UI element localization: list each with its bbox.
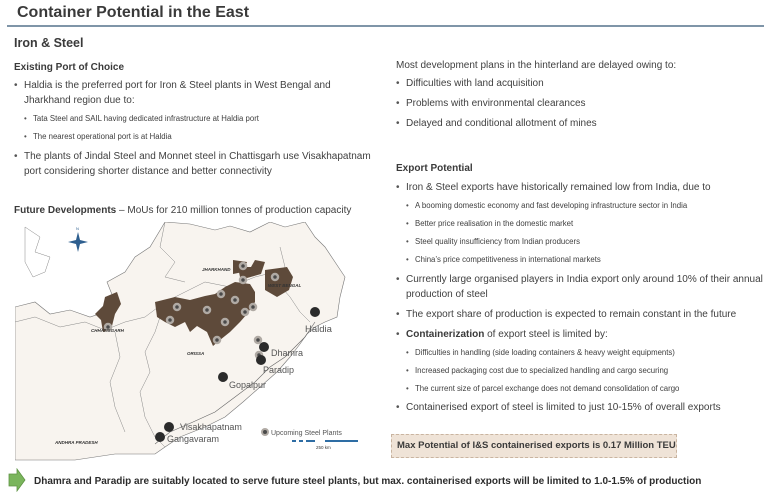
east-india-map	[15, 222, 385, 462]
scale-label: 250 km	[316, 445, 331, 450]
export-bullet-constant-share: • The export share of production is expected to remain constant in the future	[396, 307, 768, 322]
delay-item: • Delayed and conditional allotment of mines	[396, 116, 766, 131]
slide-title: Container Potential in the East	[17, 4, 250, 21]
delay-item: • Problems with environmental clearances	[396, 96, 766, 111]
state-label-jharkhand: JHARKHAND	[202, 267, 231, 272]
state-label-west-bengal: WEST BENGAL	[268, 283, 302, 288]
compass-icon	[68, 226, 88, 252]
export-sub-bullet: • Better price realisation in the domestic market	[396, 218, 768, 230]
containerization-sub-bullet: • Increased packaging cost due to specialized handling and cargo securing	[396, 365, 768, 377]
state-label-orissa: ORISSA	[187, 351, 205, 356]
max-potential-callout: Max Potential of I&S containerised exports is 0.17 Million TEU	[391, 434, 677, 458]
sub-bullet-nearest-port: • The nearest operational port is at Haldia	[14, 131, 379, 143]
export-potential-section	[396, 163, 768, 415]
export-bullet-organised-players: • Currently large organised players in India export only around 10% of their annual production of steel	[396, 272, 768, 302]
port-label-visakhapatnam: Visakhapatnam	[180, 422, 242, 432]
delay-item: • Difficulties with land acquisition	[396, 76, 766, 91]
port-label-paradip: Paradip	[263, 365, 295, 375]
hinterland-delays-section	[396, 60, 766, 131]
svg-text:N: N	[76, 226, 79, 231]
export-sub-bullet: • Steel quality insufficiency from Indian producers	[396, 236, 768, 248]
future-text: – MoUs for 210 million tonnes of production capacity	[116, 205, 352, 216]
conclusion-text: Dhamra and Paradip are suitably located to serve future steel plants, but max. containerised exports will be limited to 1.0-1.5% of production	[34, 476, 702, 487]
containerization-sub-bullet: • The current size of parcel exchange does not demand consolidation of cargo	[396, 383, 768, 395]
map-legend	[262, 429, 358, 450]
port-label-haldia: Haldia	[305, 324, 332, 335]
export-sub-bullet: • China’s price competitiveness in international markets	[396, 254, 768, 266]
existing-port-heading: Existing Port of Choice	[14, 62, 125, 73]
existing-port-section	[14, 62, 379, 179]
title-divider	[7, 25, 764, 27]
export-bullet-historically-low: • Iron & Steel exports have historically remained low from India, due to	[396, 180, 768, 195]
arrow-right-icon	[7, 468, 27, 492]
future-developments	[14, 205, 384, 216]
future-heading: Future Developments	[14, 205, 117, 216]
section-subtitle: Iron & Steel	[14, 36, 84, 50]
port-label-dhamra: Dhamra	[271, 348, 304, 358]
sub-bullet-tata-sail: • Tata Steel and SAIL having dedicated infrastructure at Haldia port	[14, 113, 379, 125]
export-bullet-containerised-limit: • Containerised export of steel is limited to just 10-15% of overall exports	[396, 400, 768, 415]
state-label-chhattisgarh: CHHATISGARH	[91, 328, 124, 333]
export-sub-bullet: • A booming domestic economy and fast developing infrastructure sector in India	[396, 200, 768, 212]
containerization-sub-bullet: • Difficulties in handling (side loading containers & heavy weight equipments)	[396, 347, 768, 359]
state-label-andhra-pradesh: ANDHRA PRADESH	[55, 440, 98, 445]
export-potential-heading: Export Potential	[396, 163, 473, 174]
bullet-chattisgarh: • The plants of Jindal Steel and Monnet steel in Chattisgarh use Visakhapatnam port considering shorter distance and better connectivity	[14, 149, 379, 179]
port-label-gopalpur: Gopalpur	[229, 380, 267, 390]
delays-intro: Most development plans in the hinterland are delayed owing to:	[396, 60, 677, 71]
bullet-haldia: • Haldia is the preferred port for Iron & Steel plants in West Bengal and Jharkhand region due to:	[14, 78, 379, 108]
port-label-gangavaram: Gangavaram	[167, 434, 220, 444]
legend-upcoming-steel-plants: Upcoming Steel Plants	[271, 430, 342, 437]
export-bullet-containerization: • Containerization of export steel is limited by:	[396, 327, 768, 342]
containerization-bold: Containerization	[406, 329, 485, 340]
